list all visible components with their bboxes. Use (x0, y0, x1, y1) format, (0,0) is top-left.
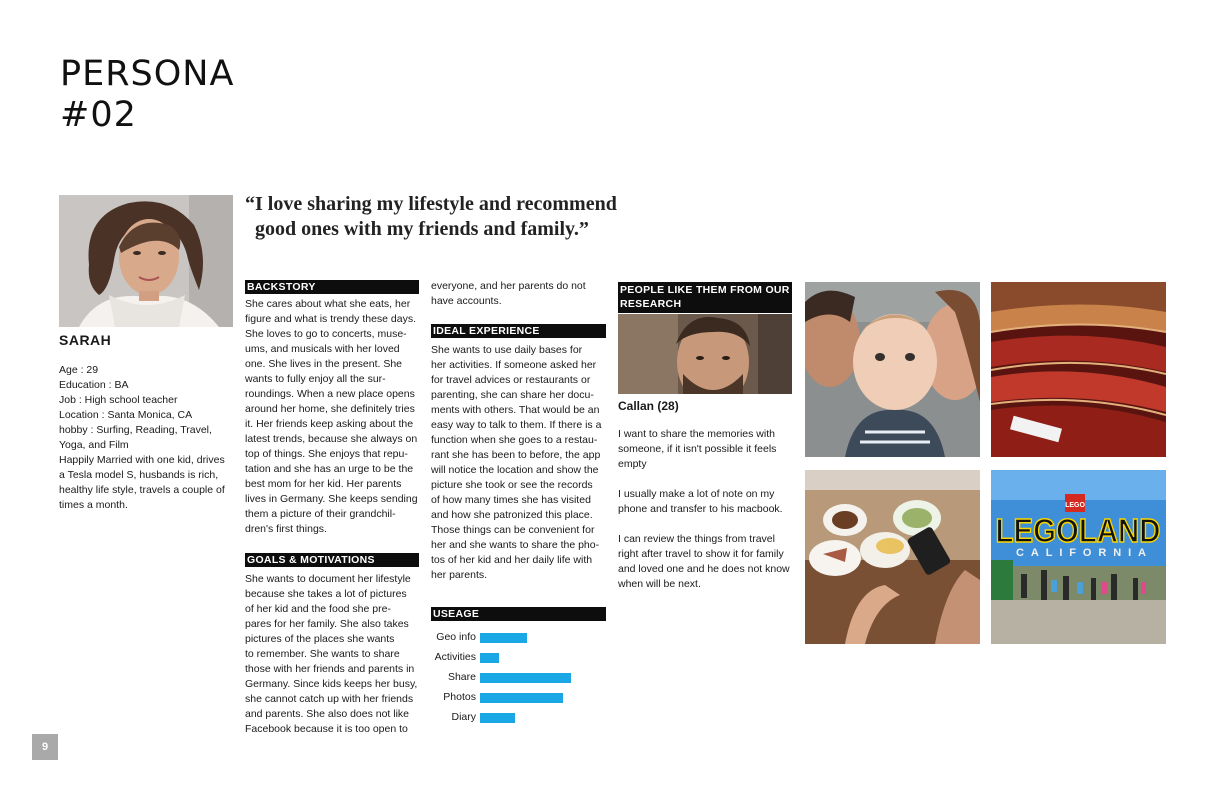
chart-category-label: Photos (443, 691, 476, 703)
ideal-experience-line: picture she took or see the records (431, 479, 593, 491)
backstory-line: wants to fully enjoy all the sur- (245, 373, 386, 385)
research-quote: I usually make a lot of note on my phone and transfer to his macbook. (618, 488, 783, 515)
backstory-line: best mom for her kid. Her parents (245, 478, 402, 490)
chart-category-label: Activities (434, 651, 476, 663)
ideal-experience-line: for travel advices or restaurants or (431, 374, 591, 386)
backstory-line: tation and she has an urge to be the (245, 463, 414, 475)
ideal-experience-line: her activities. If someone asked her (431, 359, 597, 371)
persona-quote (245, 192, 635, 242)
backstory-line: latest trends, because she always on (245, 433, 418, 445)
ideal-experience-line: tos of her kid and her daily life with (431, 554, 593, 566)
chart-bar (480, 693, 563, 703)
detail-bio: Happily Married with one kid, drives (59, 454, 225, 466)
ideal-experience-line: Those things can be convenient for (431, 524, 595, 536)
detail-hobby-cont: Yoga, and Film (59, 439, 129, 451)
ideal-experience-line: rant she has been to before, the app (431, 449, 601, 461)
persona-title-line2: #02 (60, 95, 137, 135)
chart-row (431, 648, 606, 668)
backstory-line: one. She lives in the present. She (245, 358, 403, 370)
backstory-line: lives in Germany. She keeps sending (245, 493, 418, 505)
goals-heading: GOALS & MOTIVATIONS (245, 553, 419, 567)
backstory-line: them a picture of their grandchil- (245, 508, 396, 520)
goals-continued-text (431, 279, 606, 309)
ideal-experience-line: easy way to talk to them. If there is a (431, 419, 602, 431)
goals-line: have accounts. (431, 295, 502, 307)
goals-line: of her kid and the food she pre- (245, 603, 391, 615)
chart-row (431, 688, 606, 708)
persona-details (59, 363, 235, 513)
goals-line: she cannot catch up with her friends (245, 693, 414, 705)
research-quotes (618, 427, 793, 607)
backstory-line: She loves to go to concerts, muse- (245, 328, 407, 340)
chart-bar (480, 673, 571, 683)
useage-bar-chart (431, 628, 606, 730)
backstory-text (245, 297, 420, 537)
legoland-sign-text: LEGOLAND (995, 512, 1161, 549)
backstory-line: it. Her friends keep asking about the (245, 418, 414, 430)
ideal-experience-line: of how many times she has visited (431, 494, 591, 506)
detail-age: Age : 29 (59, 364, 99, 376)
ideal-experience-line: and how she patronized this place. (431, 509, 593, 521)
ideal-experience-line: She wants to use daily bases for (431, 344, 583, 356)
chart-bar (480, 713, 515, 723)
legoland-sub-text: CALIFORNIA (1016, 547, 1146, 559)
backstory-line: roundings. When a new place opens (245, 388, 415, 400)
backstory-line: around her home, she definitely tries (245, 403, 415, 415)
ideal-experience-line: parenting, she can share her docu- (431, 389, 594, 401)
detail-bio: times a month. (59, 499, 128, 511)
brunch-photo (805, 470, 980, 644)
chart-row (431, 708, 606, 728)
detail-job: Job : High school teacher (59, 394, 178, 406)
goals-line: those with her friends and parents in (245, 663, 415, 675)
detail-hobby: hobby : Surfing, Reading, Travel, (59, 424, 212, 436)
ideal-experience-line: function when she goes to a restau- (431, 434, 598, 446)
backstory-heading: BACKSTORY (245, 280, 419, 294)
research-heading: PEOPLE LIKE THEM FROM OUR RESEARCH (618, 282, 792, 313)
detail-location: Location : Santa Monica, CA (59, 409, 193, 421)
research-person-name: Callan (28) (618, 399, 679, 413)
goals-line: everyone, and her parents do not (431, 280, 586, 292)
ideal-experience-line: her parents. (431, 569, 488, 581)
ideal-experience-text (431, 343, 606, 583)
page-number: 9 (32, 734, 58, 760)
ideal-experience-line: ments with others. That would be an (431, 404, 600, 416)
goals-line: Germany. Since kids keeps her busy, (245, 678, 418, 690)
persona-name: SARAH (59, 332, 112, 348)
chart-category-label: Geo info (436, 631, 476, 643)
goals-line: because she takes a lot of pictures (245, 588, 407, 600)
goals-line: to remember. She wants to share (245, 648, 400, 660)
chart-category-label: Diary (451, 711, 476, 723)
persona-title (60, 54, 234, 136)
legoland-photo (991, 470, 1166, 644)
chart-row (431, 628, 606, 648)
backstory-line: ums, and musicals with her loved (245, 343, 400, 355)
lego-badge-text: LEGO (1065, 502, 1085, 509)
goals-line: pares for her family. She also takes (245, 618, 409, 630)
goals-text (245, 572, 420, 737)
callan-photo (618, 314, 792, 394)
ideal-experience-line: will notice the location and show the (431, 464, 599, 476)
detail-education: Education : BA (59, 379, 129, 391)
concert-hall-photo (991, 282, 1166, 457)
chart-category-label: Share (447, 671, 476, 683)
backstory-line: She cares about what she eats, her (245, 298, 411, 310)
detail-bio: healthy life style, travels a couple of (59, 484, 225, 496)
persona-title-line1: PERSONA (60, 54, 235, 94)
backstory-line: figure and what is trendy these days. (245, 313, 417, 325)
useage-heading: USEAGE (431, 607, 606, 621)
backstory-line: dren's first things. (245, 523, 327, 535)
goals-line: pictures of the places she wants (245, 633, 395, 645)
research-quote: I want to share the memories with someone, if it isn't possible it feels empty (618, 428, 777, 470)
goals-line: and parents. She also does not like (245, 708, 410, 720)
quote-line2: good ones with my friends and family.” (255, 218, 589, 240)
ideal-experience-line: her and she wants to share the pho- (431, 539, 600, 551)
chart-bar (480, 653, 499, 663)
chart-bar (480, 633, 527, 643)
family-kiss-photo (805, 282, 980, 457)
goals-line: She wants to document her lifestyle (245, 573, 411, 585)
detail-bio: a Tesla model S, husbands is rich, (59, 469, 219, 481)
research-quote: I can review the things from travel right after travel to show it for family and loved one and he does not know when will be next. (618, 533, 790, 590)
ideal-experience-heading: IDEAL EXPERIENCE (431, 324, 606, 338)
persona-portrait-photo (59, 195, 233, 327)
quote-line1: “I love sharing my lifestyle and recommend (245, 193, 617, 215)
goals-line: Facebook because it is too open to (245, 723, 408, 735)
chart-row (431, 668, 606, 688)
backstory-line: top of things. She enjoys that repu- (245, 448, 408, 460)
